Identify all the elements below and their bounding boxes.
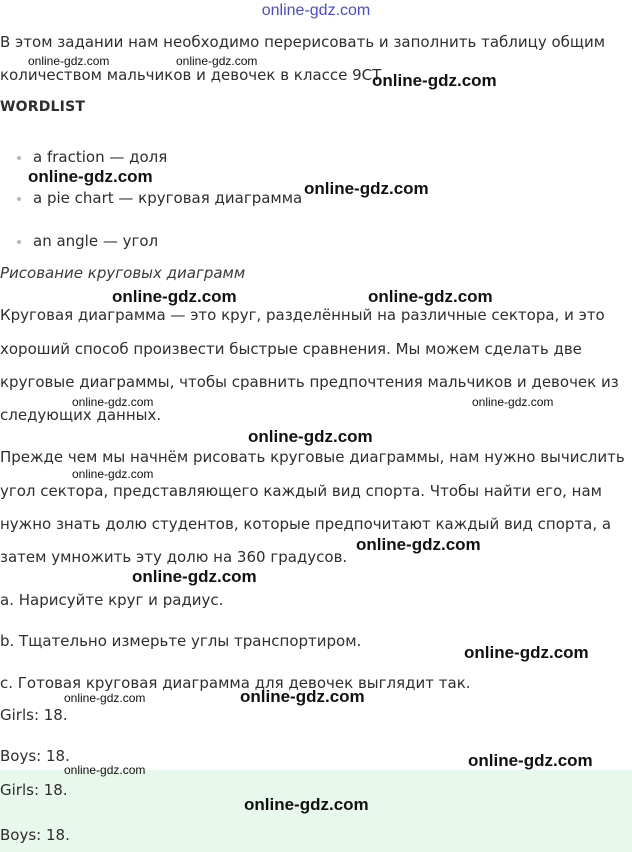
watermark: online-gdz.com	[472, 395, 554, 409]
paragraph2-line-3: нужно знать долю студентов, которые предпочитают каждый вид спорта, а	[0, 515, 612, 533]
step-a: a. Нарисуйте круг и радиус.	[0, 591, 224, 609]
watermark: online-gdz.com	[464, 643, 589, 662]
intro-line-1: В этом задании нам необходимо перерисовать и заполнить таблицу общим	[0, 33, 606, 51]
watermark: online-gdz.com	[356, 535, 481, 554]
watermark: online-gdz.com	[64, 763, 146, 777]
boys-total: Boys: 18.	[0, 747, 70, 765]
bullet-icon	[17, 156, 21, 160]
wordlist-heading: WORDLIST	[0, 99, 86, 115]
wordlist-item: a fraction — доля	[33, 148, 168, 166]
watermark: online-gdz.com	[72, 395, 154, 409]
watermark: online-gdz.com	[240, 687, 365, 706]
girls-total: Girls: 18.	[0, 706, 68, 724]
watermark: online-gdz.com	[28, 54, 110, 68]
paragraph2-line-4: затем умножить эту долю на 360 градусов.	[0, 548, 348, 566]
intro-line-2: количеством мальчиков и девочек в классе 9СТ	[0, 66, 382, 84]
section-title: Рисование круговых диаграмм	[0, 264, 246, 282]
watermark: online-gdz.com	[112, 287, 237, 306]
watermark: online-gdz.com	[468, 751, 593, 770]
paragraph2-line-2: угол сектора, представляющего каждый вид спорта. Чтобы найти его, нам	[0, 482, 602, 500]
watermark-top: online-gdz.com	[261, 2, 371, 19]
paragraph1-line-1: Круговая диаграмма — это круг, разделённый на различные сектора, и это	[0, 306, 605, 324]
paragraph1-line-4: следующих данных.	[0, 406, 162, 424]
step-b: b. Тщательно измерьте углы транспортиром.	[0, 632, 362, 650]
watermark: online-gdz.com	[132, 567, 257, 586]
watermark: online-gdz.com	[244, 795, 369, 814]
bullet-icon	[17, 197, 21, 201]
watermark: online-gdz.com	[28, 167, 153, 186]
watermark: online-gdz.com	[368, 287, 493, 306]
wordlist-item: a pie chart — круговая диаграмма	[33, 189, 303, 207]
boys-total-highlighted: Boys: 18.	[0, 826, 70, 844]
watermark: online-gdz.com	[304, 179, 429, 198]
girls-total-highlighted: Girls: 18.	[0, 781, 68, 799]
watermark: online-gdz.com	[372, 71, 497, 90]
paragraph1-line-3: круговые диаграммы, чтобы сравнить предпочтения мальчиков и девочек из	[0, 373, 619, 391]
step-c: c. Готовая круговая диаграмма для девочек выглядит так.	[0, 674, 471, 692]
watermark: online-gdz.com	[248, 427, 373, 446]
wordlist-item: an angle — угол	[33, 232, 159, 250]
paragraph1-line-2: хороший способ произвести быстрые сравнения. Мы можем сделать две	[0, 340, 582, 358]
watermark: online-gdz.com	[64, 691, 146, 705]
bullet-icon	[17, 240, 21, 244]
watermark: online-gdz.com	[176, 54, 258, 68]
watermark: online-gdz.com	[72, 467, 154, 481]
paragraph2-line-1: Прежде чем мы начнём рисовать круговые диаграммы, нам нужно вычислить	[0, 448, 625, 466]
